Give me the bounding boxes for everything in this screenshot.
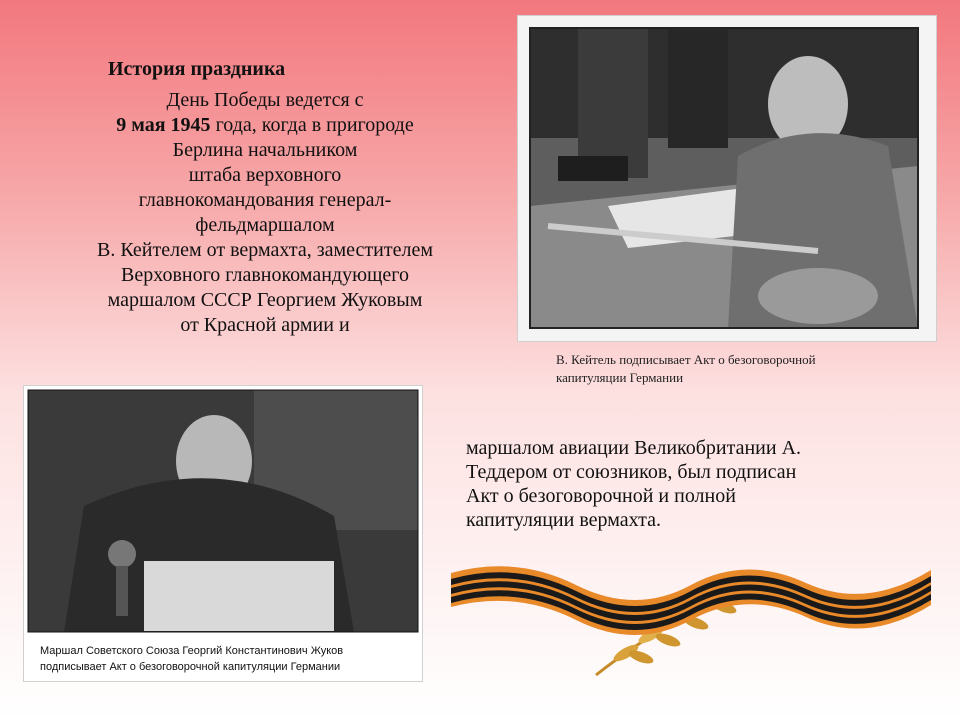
zhukov-photo-caption (40, 643, 420, 675)
keitel-photo-caption (556, 351, 936, 387)
intro-line: фельдмаршалом (195, 214, 335, 236)
keitel-photo (517, 15, 937, 342)
caption-line: подписывает Акт о безоговорочной капитуляции Германии (40, 661, 341, 673)
intro-line: Берлина начальником (172, 139, 358, 161)
caption-line: В. Кейтель подписывает Акт о безоговорочной (556, 352, 816, 367)
intro-line: главнокомандования генерал- (138, 189, 392, 211)
outro-line: Теддером от союзников, был подписан (466, 461, 797, 483)
outro-line: маршалом авиации Великобритании А. (466, 437, 802, 459)
caption-line: капитуляции Германии (556, 370, 684, 385)
st-george-ribbon-icon (446, 545, 936, 690)
intro-line-date (30, 113, 500, 138)
intro-line: Верховного главнокомандующего (120, 264, 410, 286)
caption-line: Маршал Советского Союза Георгий Константинович Жуков (40, 645, 344, 657)
intro-text (30, 88, 500, 338)
outro-line: капитуляции вермахта. (466, 509, 661, 531)
victory-date: 9 мая 1945 (116, 114, 211, 136)
intro-line: от Красной армии и (180, 314, 350, 336)
intro-line: штаба верховного (188, 164, 342, 186)
outro-line: Акт о безоговорочной и полной (466, 485, 736, 507)
intro-line-rest: года, когда в пригороде (210, 114, 414, 136)
page-title: История праздника (108, 58, 286, 80)
zhukov-photo (23, 385, 423, 682)
intro-line: День Победы ведется с (166, 89, 364, 111)
intro-line: В. Кейтелем от вермахта, заместителем (96, 239, 434, 261)
outro-text (466, 436, 906, 532)
intro-line: маршалом СССР Георгием Жуковым (107, 289, 423, 311)
